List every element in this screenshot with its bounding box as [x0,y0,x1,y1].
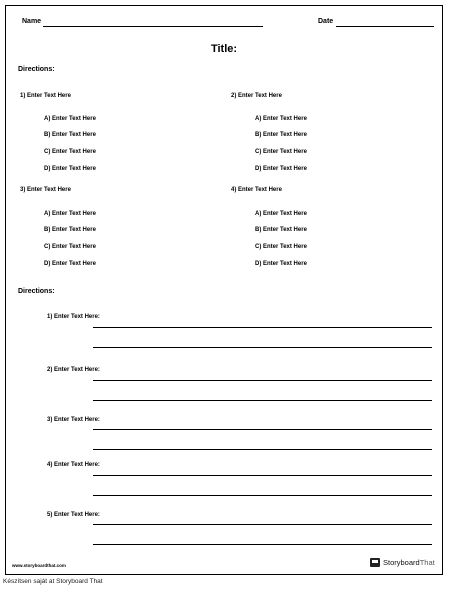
date-label: Date [318,18,334,25]
question-4-option-b: B) Enter Text Here [255,227,307,233]
question-4-option-d: D) Enter Text Here [255,261,307,267]
logo-word-bold: Storyboard [383,558,420,567]
question-1-option-d: D) Enter Text Here [44,166,96,172]
prompt-4: 4) Enter Text Here: [47,462,100,468]
question-1: 1) Enter Text Here [20,93,71,99]
answer-line [93,327,432,328]
prompt-1: 1) Enter Text Here: [47,314,100,320]
question-2-option-a: A) Enter Text Here [255,116,307,122]
date-line [336,26,434,27]
prompt-2: 2) Enter Text Here: [47,367,100,373]
answer-line [93,380,432,381]
prompt-3: 3) Enter Text Here: [47,417,100,423]
storyboardthat-logo[interactable] [370,558,435,567]
question-3-option-a: A) Enter Text Here [44,211,96,217]
question-3-option-c: C) Enter Text Here [44,244,96,250]
answer-line [93,429,432,430]
question-4: 4) Enter Text Here [231,187,282,193]
question-4-option-c: C) Enter Text Here [255,244,307,250]
worksheet-title: Title: [210,43,238,55]
question-1-option-a: A) Enter Text Here [44,116,96,122]
worksheet [5,5,443,575]
answer-line [93,449,432,450]
name-line [43,26,263,27]
question-2-option-d: D) Enter Text Here [255,166,307,172]
question-3-option-b: B) Enter Text Here [44,227,96,233]
question-3: 3) Enter Text Here [20,187,71,193]
question-2-option-c: C) Enter Text Here [255,149,307,155]
answer-line [93,495,432,496]
name-label: Name [22,18,42,25]
directions-heading-1: Directions: [18,66,55,73]
question-1-option-b: B) Enter Text Here [44,132,96,138]
footer-url[interactable]: www.storyboardthat.com [12,563,66,568]
question-4-option-a: A) Enter Text Here [255,211,307,217]
question-1-option-c: C) Enter Text Here [44,149,96,155]
answer-line [93,347,432,348]
question-3-option-d: D) Enter Text Here [44,261,96,267]
answer-line [93,524,432,525]
question-2: 2) Enter Text Here [231,93,282,99]
answer-line [93,475,432,476]
credit-link[interactable]: Készítsen saját at Storyboard That [3,578,103,585]
directions-heading-2: Directions: [18,288,55,295]
answer-line [93,400,432,401]
prompt-5: 5) Enter Text Here: [47,512,100,518]
storyboard-icon [370,558,380,567]
answer-line [93,544,432,545]
logo-word-thin: That [419,558,435,567]
question-2-option-b: B) Enter Text Here [255,132,307,138]
